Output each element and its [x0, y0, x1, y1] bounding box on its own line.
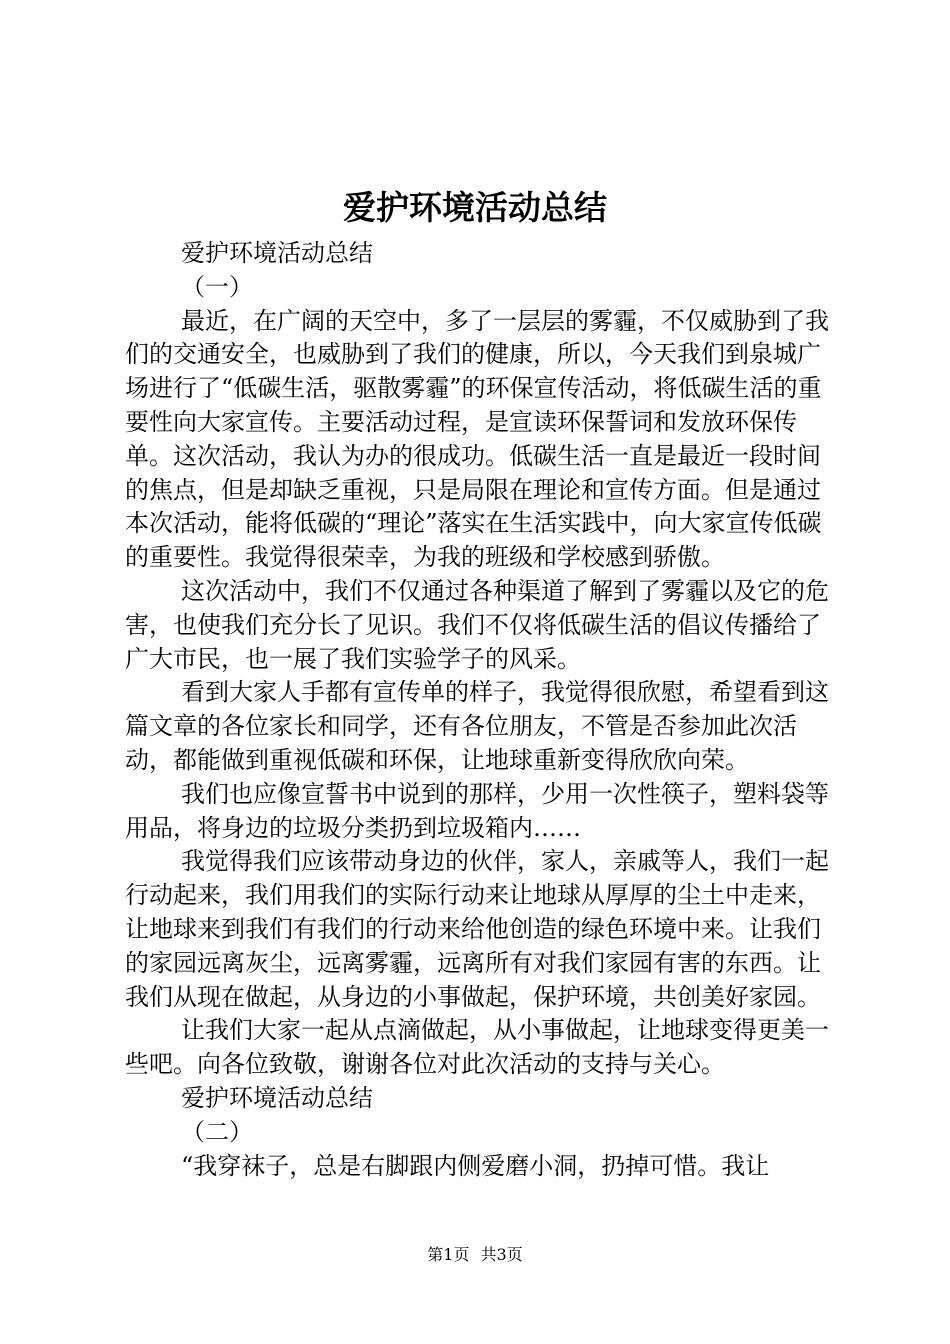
body-paragraph: 我觉得我们应该带动身边的伙伴，家人，亲戚等人，我们一起行动起来，我们用我们的实际行动来让地球从厚厚的尘土中走来，让地球来到我们有我们的行动来给他创造的绿色环境中来。让我们的家园远离灰尘，远离雾霾，远离所有对我们家园有害的东西。让我们从现在做起，从身边的小事做起，保护环境，共创美好家园。	[125, 847, 829, 1011]
page-footer	[0, 1244, 950, 1266]
body-paragraph: 让我们大家一起从点滴做起，从小事做起，让地球变得更美一些吧。向各位致敬，谢谢各位对此次活动的支持与关心。	[125, 1016, 829, 1079]
section-number: （二）	[181, 1117, 253, 1146]
section-heading: 爱护环境活动总结	[181, 1083, 373, 1112]
document-title: 爱护环境活动总结	[343, 188, 607, 227]
body-paragraph: 看到大家人手都有宣传单的样子，我觉得很欣慰，希望看到这篇文章的各位家长和同学，还有各位朋友，不管是否参加此次活动，都能做到重视低碳和环保，让地球重新变得欣欣向荣。	[125, 678, 829, 774]
document-body	[125, 237, 837, 1183]
body-paragraph: “我穿袜子，总是右脚跟内侧爱磨小洞，扔掉可惜。我让	[181, 1151, 770, 1180]
page-total: 共3页	[480, 1245, 523, 1264]
page-number: 第1页	[427, 1245, 470, 1264]
section-number: （一）	[181, 272, 253, 301]
body-paragraph: 我们也应像宣誓书中说到的那样，少用一次性筷子，塑料袋等用品，将身边的垃圾分类扔到垃圾箱内……	[125, 779, 829, 842]
body-paragraph: 最近，在广阔的天空中，多了一层层的雾霾，不仅威胁到了我们的交通安全，也威胁到了我们的健康，所以，今天我们到泉城广场进行了“低碳生活，驱散雾霾”的环保宣传活动，将低碳生活的重要性向大家宣传。主要活动过程，是宣读环保誓词和发放环保传单。这次活动，我认为办的很成功。低碳生活一直是最近一段时间的焦点，但是却缺乏重视，只是局限在理论和宣传方面。但是通过本次活动，能将低碳的“理论”落实在生活实践中，向大家宣传低碳的重要性。我觉得很荣幸，为我的班级和学校感到骄傲。	[125, 306, 829, 572]
section-heading: 爱护环境活动总结	[181, 239, 373, 267]
body-paragraph: 这次活动中，我们不仅通过各种渠道了解到了雾霾以及它的危害，也使我们充分长了见识。我们不仅将低碳生活的倡议传播给了广大市民，也一展了我们实验学子的风采。	[125, 576, 829, 673]
